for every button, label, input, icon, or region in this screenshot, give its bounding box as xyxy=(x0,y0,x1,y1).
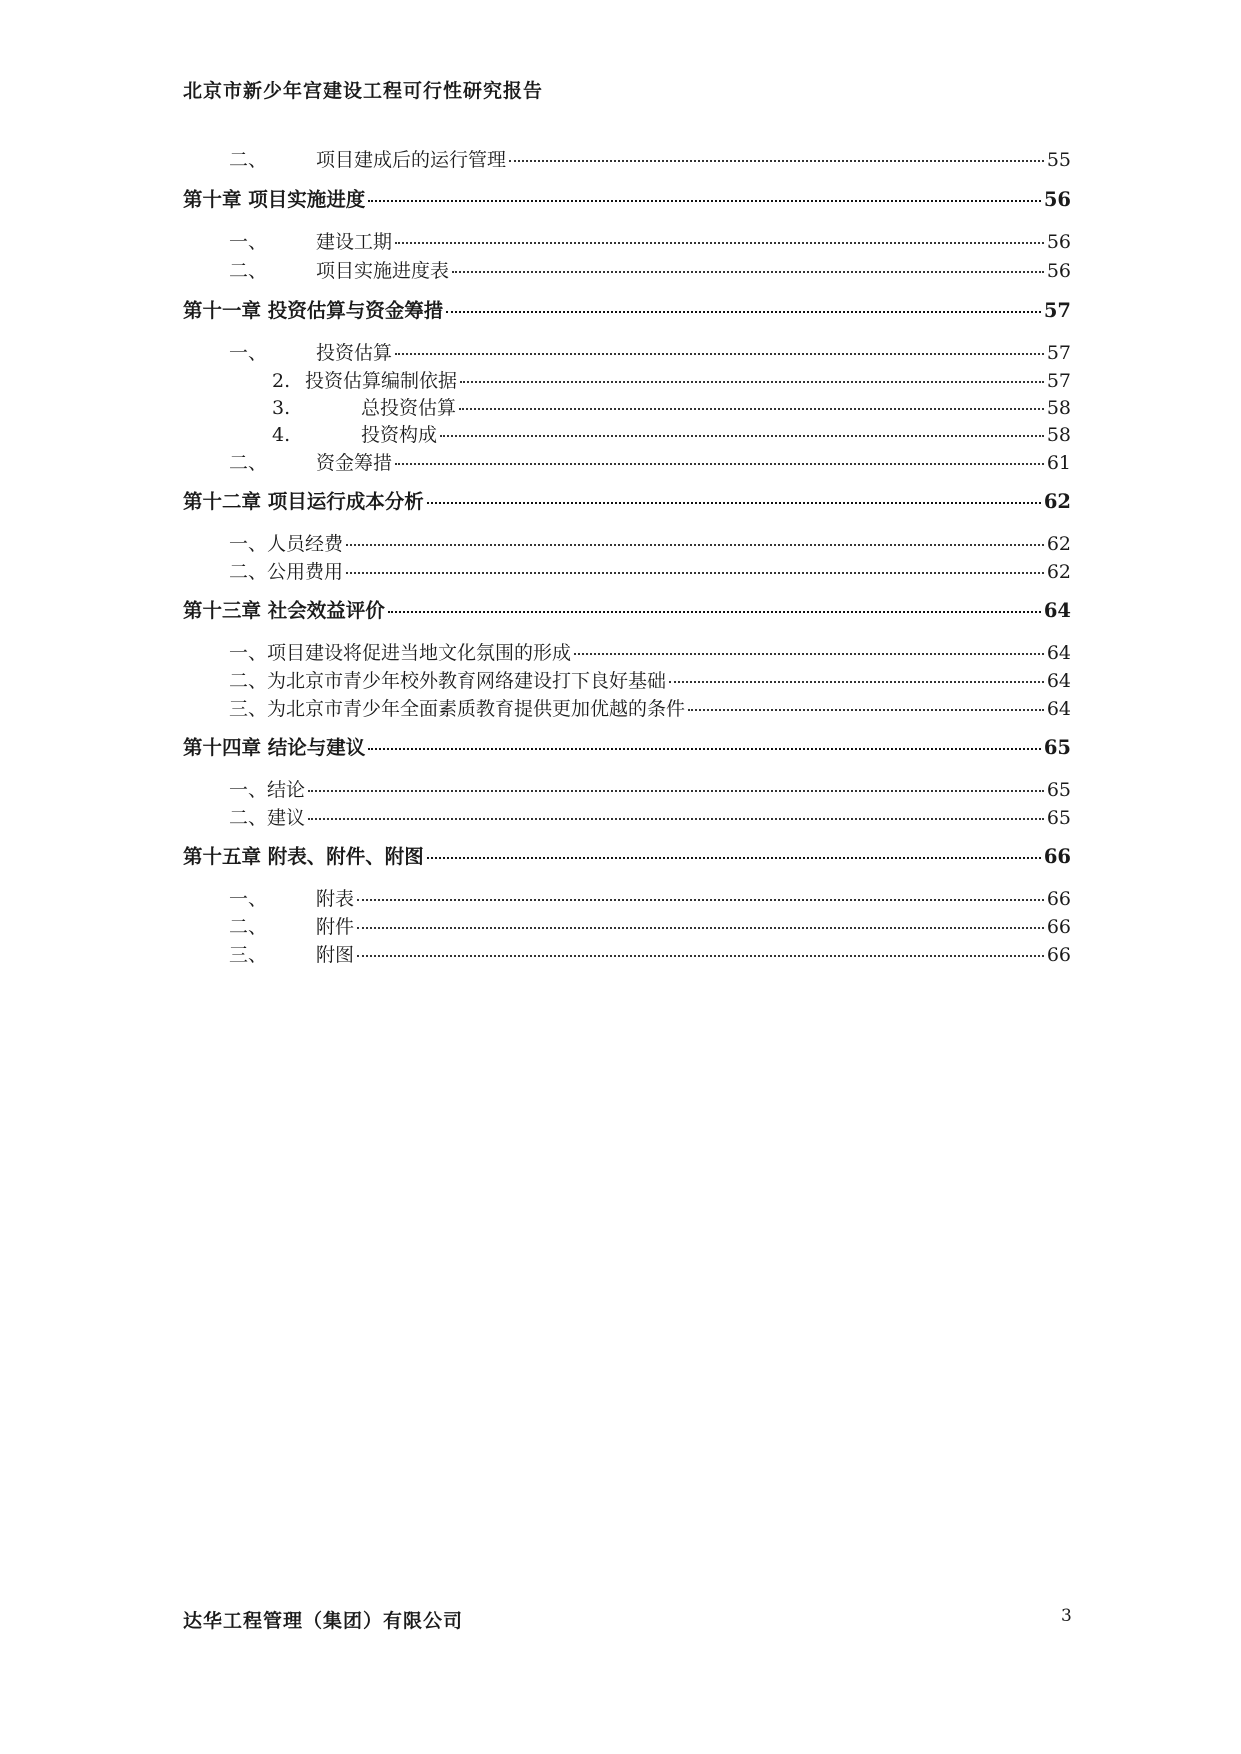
toc-entry-page: 65 xyxy=(1046,807,1071,829)
toc-entry[interactable] xyxy=(183,778,1071,802)
toc-dot-leader xyxy=(357,955,1044,957)
toc-chapter-page: 56 xyxy=(1043,188,1071,211)
toc-entry-title: 公用费用 xyxy=(267,561,344,583)
toc-entry-number: 二、 xyxy=(229,670,268,692)
toc-entry[interactable] xyxy=(183,423,1071,447)
toc-entry-title: 附表 xyxy=(316,888,355,910)
toc-chapter-title: 第十五章 附表、附件、附图 xyxy=(183,845,424,868)
toc-entry-page: 62 xyxy=(1046,561,1071,583)
toc-dot-leader xyxy=(446,311,1041,313)
toc-entry-number: 一、 xyxy=(229,888,268,910)
footer-page-number: 3 xyxy=(1061,1606,1072,1626)
toc-dot-leader xyxy=(688,709,1044,711)
toc-chapter-page: 64 xyxy=(1043,599,1071,622)
toc-dot-leader xyxy=(452,271,1044,273)
toc-entry[interactable] xyxy=(183,915,1071,939)
toc-dot-leader xyxy=(395,463,1044,465)
toc-chapter-title: 第十二章 项目运行成本分析 xyxy=(183,490,424,513)
toc-dot-leader xyxy=(357,927,1044,929)
toc-entry[interactable] xyxy=(183,396,1071,420)
toc-entry-number: 4. xyxy=(272,424,291,446)
toc-entry[interactable] xyxy=(183,697,1071,721)
toc-chapter-entry[interactable] xyxy=(183,299,1071,323)
toc-chapter-entry[interactable] xyxy=(183,736,1071,760)
toc-entry[interactable] xyxy=(183,341,1071,365)
toc-dot-leader xyxy=(395,242,1044,244)
toc-entry-title: 项目实施进度表 xyxy=(316,260,450,282)
toc-entry-page: 58 xyxy=(1046,424,1071,446)
toc-entry-title: 项目建成后的运行管理 xyxy=(316,149,507,171)
toc-entry-title: 项目建设将促进当地文化氛围的形成 xyxy=(267,642,572,664)
toc-entry[interactable] xyxy=(183,560,1071,584)
toc-dot-leader xyxy=(368,200,1041,202)
toc-entry-page: 64 xyxy=(1046,698,1071,720)
toc-entry[interactable] xyxy=(183,641,1071,665)
toc-entry-page: 55 xyxy=(1046,149,1071,171)
toc-entry-page: 58 xyxy=(1046,397,1071,419)
toc-entry-title: 总投资估算 xyxy=(361,397,457,419)
toc-entry-number: 一、 xyxy=(229,779,268,801)
toc-entry[interactable] xyxy=(183,532,1071,556)
toc-chapter-entry[interactable] xyxy=(183,188,1071,212)
toc-entry-number: 二、 xyxy=(229,149,268,171)
toc-entry-page: 56 xyxy=(1046,231,1071,253)
toc-entry[interactable] xyxy=(183,887,1071,911)
toc-entry[interactable] xyxy=(183,806,1071,830)
toc-entry-number: 二、 xyxy=(229,807,268,829)
toc-chapter-entry[interactable] xyxy=(183,599,1071,623)
toc-entry-number: 一、 xyxy=(229,231,268,253)
toc-dot-leader xyxy=(440,435,1044,437)
toc-chapter-page: 65 xyxy=(1043,736,1071,759)
toc-entry-title: 建议 xyxy=(267,807,306,829)
toc-entry[interactable] xyxy=(183,369,1071,393)
toc-entry-title: 建设工期 xyxy=(316,231,393,253)
toc-entry-number: 一、 xyxy=(229,342,268,364)
toc-entry[interactable] xyxy=(183,669,1071,693)
toc-chapter-entry[interactable] xyxy=(183,490,1071,514)
toc-entry-title: 投资估算编制依据 xyxy=(305,370,458,392)
toc-entry-page: 62 xyxy=(1046,533,1071,555)
toc-dot-leader xyxy=(427,857,1041,859)
toc-dot-leader xyxy=(459,408,1044,410)
toc-chapter-entry[interactable] xyxy=(183,845,1071,869)
toc-entry-title: 附件 xyxy=(316,916,355,938)
toc-entry-page: 57 xyxy=(1046,370,1071,392)
toc-entry-page: 64 xyxy=(1046,642,1071,664)
toc-chapter-page: 62 xyxy=(1043,490,1071,513)
toc-entry-number: 二、 xyxy=(229,916,268,938)
toc-entry-number: 三、 xyxy=(229,944,268,966)
toc-entry[interactable] xyxy=(183,148,1071,172)
toc-dot-leader xyxy=(308,790,1044,792)
toc-entry-page: 65 xyxy=(1046,779,1071,801)
toc-entry-page: 57 xyxy=(1046,342,1071,364)
toc-dot-leader xyxy=(357,899,1044,901)
toc-entry-page: 56 xyxy=(1046,260,1071,282)
toc-entry-number: 三、 xyxy=(229,698,268,720)
toc-chapter-title: 第十四章 结论与建议 xyxy=(183,736,366,759)
toc-entry-number: 二、 xyxy=(229,260,268,282)
toc-entry-title: 投资估算 xyxy=(316,342,393,364)
toc-entry-number: 一、 xyxy=(229,533,268,555)
toc-entry-page: 66 xyxy=(1046,944,1071,966)
toc-entry-number: 二、 xyxy=(229,561,268,583)
toc-entry-number: 2. xyxy=(272,370,291,392)
toc-dot-leader xyxy=(395,353,1044,355)
toc-entry[interactable] xyxy=(183,451,1071,475)
toc-entry-number: 二、 xyxy=(229,452,268,474)
toc-entry[interactable] xyxy=(183,230,1071,254)
toc-entry-title: 人员经费 xyxy=(267,533,344,555)
toc-chapter-title: 第十章 项目实施进度 xyxy=(183,188,366,211)
toc-entry-title: 资金筹措 xyxy=(316,452,393,474)
toc-dot-leader xyxy=(509,160,1044,162)
toc-entry-page: 66 xyxy=(1046,916,1071,938)
toc-entry-title: 为北京市青少年校外教育网络建设打下良好基础 xyxy=(267,670,667,692)
toc-chapter-title: 第十三章 社会效益评价 xyxy=(183,599,385,622)
page-header-title: 北京市新少年宫建设工程可行性研究报告 xyxy=(183,80,544,102)
toc-dot-leader xyxy=(308,818,1044,820)
toc-entry-page: 64 xyxy=(1046,670,1071,692)
toc-dot-leader xyxy=(574,653,1044,655)
toc-entry[interactable] xyxy=(183,259,1071,283)
toc-chapter-page: 66 xyxy=(1043,845,1071,868)
toc-chapter-title: 第十一章 投资估算与资金筹措 xyxy=(183,299,444,322)
toc-dot-leader xyxy=(346,572,1044,574)
toc-dot-leader xyxy=(388,611,1041,613)
toc-entry-number: 一、 xyxy=(229,642,268,664)
toc-entry-title: 投资构成 xyxy=(361,424,438,446)
toc-entry-title: 结论 xyxy=(267,779,306,801)
toc-entry[interactable] xyxy=(183,943,1071,967)
toc-dot-leader xyxy=(427,502,1041,504)
toc-entry-number: 3. xyxy=(272,397,291,419)
toc-dot-leader xyxy=(669,681,1044,683)
toc-dot-leader xyxy=(346,544,1044,546)
toc-dot-leader xyxy=(368,748,1041,750)
toc-entry-page: 66 xyxy=(1046,888,1071,910)
footer-company-name: 达华工程管理（集团）有限公司 xyxy=(183,1610,464,1632)
toc-dot-leader xyxy=(460,381,1044,383)
toc-entry-title: 为北京市青少年全面素质教育提供更加优越的条件 xyxy=(267,698,686,720)
toc-entry-page: 61 xyxy=(1046,452,1071,474)
toc-entry-title: 附图 xyxy=(316,944,355,966)
toc-chapter-page: 57 xyxy=(1043,299,1071,322)
